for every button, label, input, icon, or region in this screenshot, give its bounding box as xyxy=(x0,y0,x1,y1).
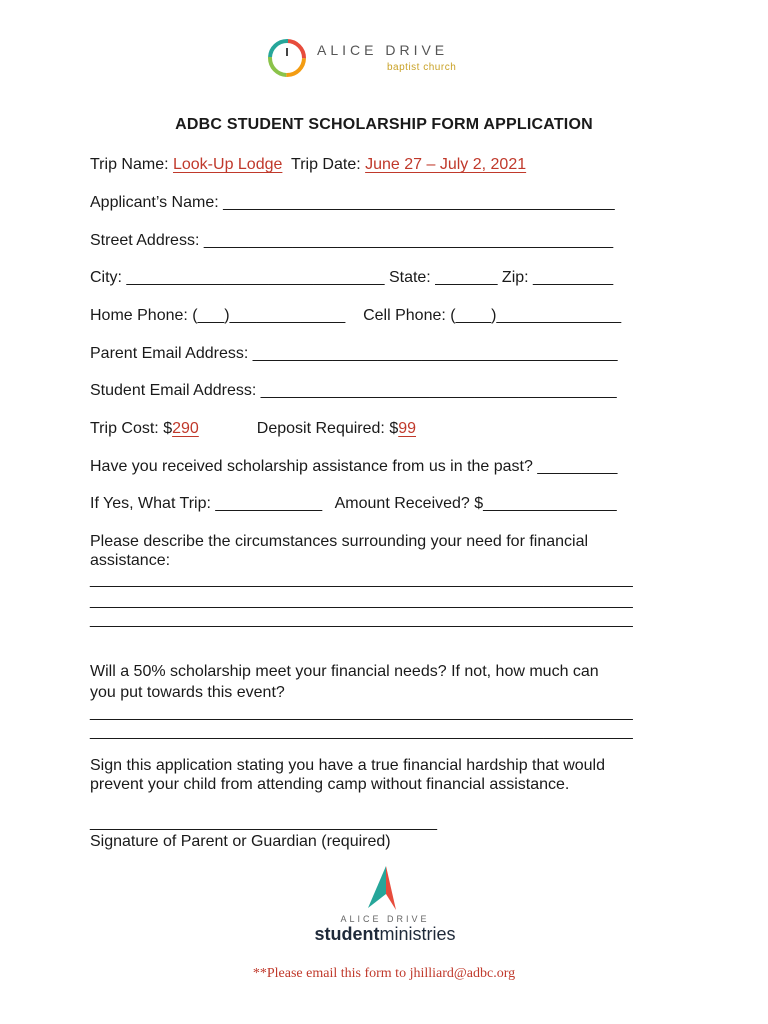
email-instruction: **Please email this form to jhilliard@adbc.org xyxy=(252,966,516,981)
fifty-question-2: you put towards this event? xyxy=(90,684,285,701)
describe-question-1: Please describe the circumstances surrounding your need for financial xyxy=(90,533,589,550)
trip-name-value: Look-Up Lodge xyxy=(172,156,283,173)
applicant-name-field[interactable]: Applicant’s Name: ____________________________________________ xyxy=(90,194,615,211)
trip-date-value: June 27 – July 2, 2021 xyxy=(365,156,527,173)
trip-name-label: Trip Name: xyxy=(90,156,173,173)
fifty-answer-line[interactable]: _____________________________________________________________ xyxy=(90,723,633,740)
church-logo xyxy=(263,34,493,84)
describe-answer-line[interactable]: _____________________________________________________________ xyxy=(90,571,633,588)
deposit-value: 99 xyxy=(398,420,417,437)
signature-line[interactable]: _______________________________________ xyxy=(90,814,438,831)
describe-answer-line[interactable]: _____________________________________________________________ xyxy=(90,611,633,628)
sail-logo-icon xyxy=(362,864,402,914)
if-yes-field[interactable]: If Yes, What Trip: ____________ Amount Received? $_______________ xyxy=(90,495,617,512)
signature-label: Signature of Parent or Guardian (required) xyxy=(90,833,391,850)
bottom-brand: ALICE DRIVE xyxy=(340,914,430,924)
student-email-field[interactable]: Student Email Address: ________________________________________ xyxy=(90,382,617,399)
describe-answer-line[interactable]: _____________________________________________________________ xyxy=(90,592,633,609)
trip-date-label: Trip Date: xyxy=(282,156,366,173)
church-subtitle: baptist church xyxy=(387,62,457,73)
describe-question-2: assistance: xyxy=(90,552,171,569)
city-state-zip-field[interactable]: City: _____________________________ State: _______ Zip: _________ xyxy=(90,269,614,286)
fifty-answer-line[interactable]: _____________________________________________________________ xyxy=(90,704,633,721)
student-ministries-logo xyxy=(300,864,470,954)
church-logo-icon xyxy=(265,36,309,80)
deposit-label: Deposit Required: $ xyxy=(256,420,399,437)
trip-cost-value: 290 xyxy=(172,420,199,437)
trip-cost-label: Trip Cost: $ xyxy=(90,420,173,437)
street-address-field[interactable]: Street Address: ______________________________________________ xyxy=(90,232,614,249)
cost-line xyxy=(90,419,416,438)
trip-line xyxy=(90,155,526,174)
ministries-rest: ministries xyxy=(379,924,456,944)
phone-field[interactable]: Home Phone: (___)_____________ Cell Phone: (____)______________ xyxy=(90,307,622,324)
fifty-question-1: Will a 50% scholarship meet your financial needs? If not, how much can xyxy=(90,663,599,680)
sign-instruction-1: Sign this application stating you have a true financial hardship that would xyxy=(90,757,605,774)
parent-email-field[interactable]: Parent Email Address: _________________________________________ xyxy=(90,345,618,362)
ministries-bold: student xyxy=(314,924,380,944)
church-name: ALICE DRIVE xyxy=(317,42,449,58)
sign-instruction-2: prevent your child from attending camp without financial assistance. xyxy=(90,776,570,793)
ministries-wordmark xyxy=(300,924,470,945)
past-assistance-field[interactable]: Have you received scholarship assistance from us in the past? _________ xyxy=(90,458,618,475)
form-title: ADBC STUDENT SCHOLARSHIP FORM APPLICATION xyxy=(175,116,593,133)
